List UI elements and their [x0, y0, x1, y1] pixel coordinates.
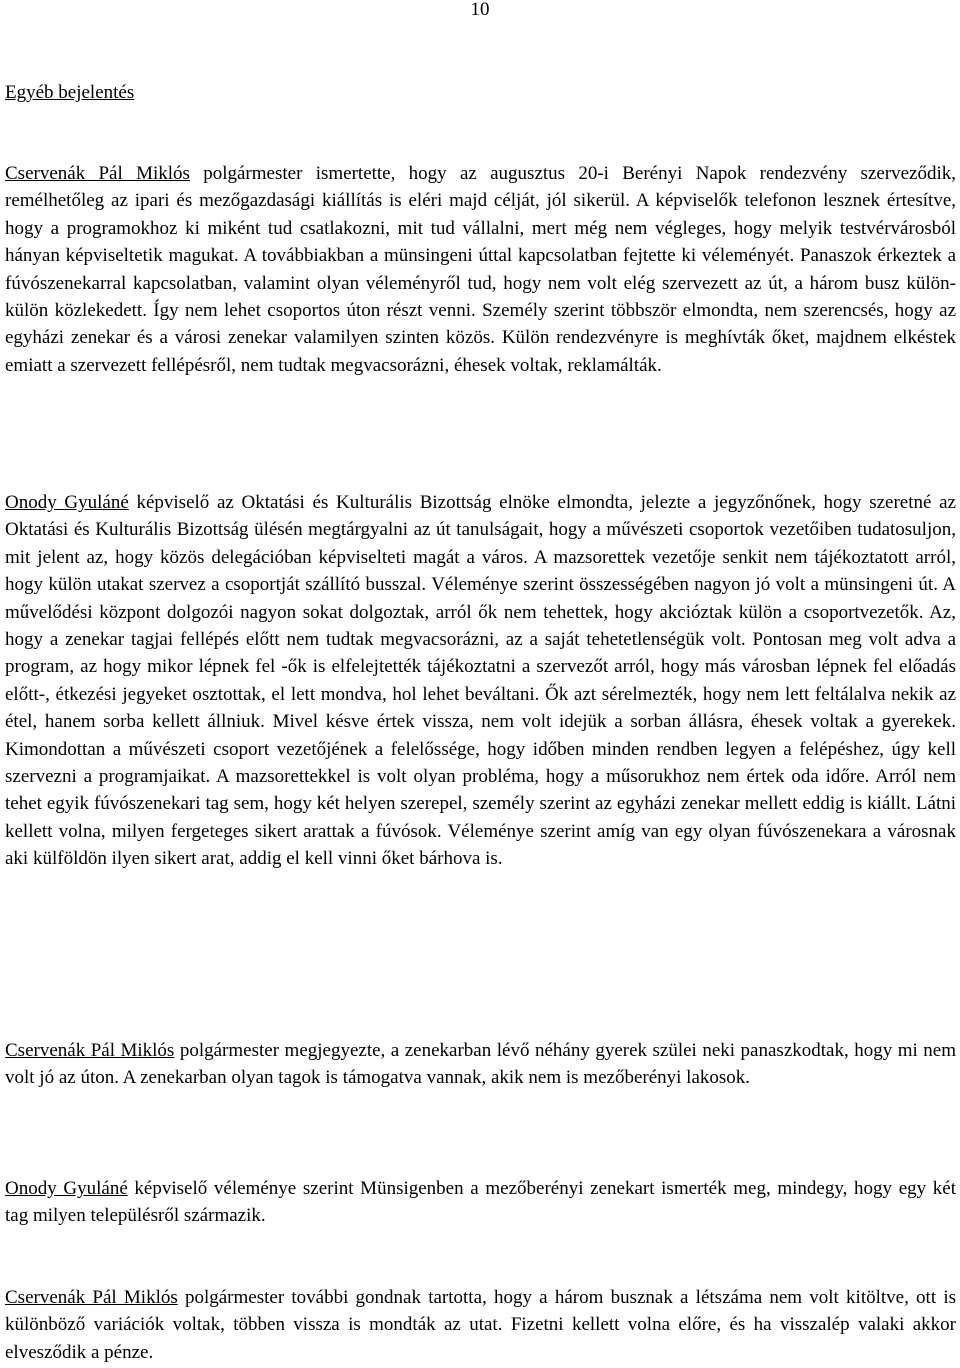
paragraph-text: polgármester további gondnak tartotta, hogy a három busznak a létszáma nem volt kitöltve, ott is különböző variációk voltak, többen vissza is mondták az utat. Fizetni kellett volna előre, és ha visszalép valaki akkor elvesződik a pénze.: [5, 1287, 957, 1363]
paragraph: [5, 160, 956, 379]
paragraph: [5, 489, 956, 873]
paragraph: [5, 1037, 956, 1092]
section-title: Egyéb bejelentés: [5, 82, 135, 103]
paragraph-text: képviselő az Oktatási és Kulturális Bizottság elnöke elmondta, jelezte a jegyzőnőnek, hogy szeretné az Oktatási és Kulturális Bizottság ülésén megtárgyalni az út tanulságait, hogy a művészeti csoportok vezetőiben tudatosuljon, mit jelent az, hogy közös delegációban képviselteti magát a város. A mazsorettek vezetője senkit nem tájékoztatott arról, hogy külön utakat szervez a csoportját szállító busszal. Véleménye szerint összességében nagyon jó volt a münsingeni út. A művelődési központ dolgozói nagyon sokat dolgoztak, arról ők nem tehettek, hogy akcióztak külön a csoportvezetők. Az, hogy a zenekar tagjai fellépés előtt nem tudtak megvacsorázni, az a saját tehetetlenségük volt. Pontosan meg volt adva a program, az hogy mikor lépnek fel -ők is elfelejtették tájékoztatni a szervezőt arról, hogy más városban lépnek fel előadás előtt-, étkezési jegyeket osztottak, el lett mondva, hol lehet beváltani. Ők azt sérelmezték, hogy nem lett feltálalva nekik az étel, hanem sorba kellett állniuk. Mivel késve értek vissza, nem volt idejük a sorban állásra, éhesek voltak a gyerekek. Kimondottan a művészeti csoport vezetőjének a felelőssége, hogy időben minden rendben legyen a felépéshez, úgy kell szervezni a programjaikat. A mazsorettekkel is volt olyan probléma, hogy a műsorukhoz nem értek oda időre. Arról nem tehet egyik fúvószenekari tag sem, hogy két helyen szerepel, személy szerint az egyházi zenekar mellett eddig is kiállt. Látni kellett volna, milyen fergeteges sikert arattak a fúvósok. Véleménye szerint amíg van egy olyan fúvószenekara a városnak aki külföldön ilyen sikert arat, addig el kell vinni őket bárhova is.: [5, 492, 956, 870]
speaker-name: Cservenák Pál Miklós: [5, 1287, 178, 1308]
paragraph-text: polgármester ismertette, hogy az augusztus 20-i Berényi Napok rendezvény szerveződik, remélhetőleg az ipari és mezőgazdasági kiállítás is eléri majd célját, jól sikerül. A képviselők telefonon lesznek értesítve, hogy a programokhoz ki miként tud csatlakozni, mit tud vállalni, mert még nem végleges, hogy melyik testvérvárosból hányan képviseltetik magukat. A továbbiakban a münsingeni úttal kapcsolatban fejtette ki véleményét. Panaszok érkeztek a fúvószenekarral kapcsolatban, valamint olyan véleményről tud, hogy nem volt elég szervezett az út, a három busz külön-külön közlekedett. Így nem lehet csoportos úton részt venni. Személy szerint többször elmondta, nem szerencsés, hogy az egyházi zenekar és a városi zenekar valamilyen szinten közös. Külön rendezvényre is meghívták őket, majdnem elkéstek emiatt a szervezett fellépésről, nem tudtak megvacsorázni, éhesek voltak, reklamálták.: [5, 163, 956, 376]
speaker-name: Onody Gyuláné: [5, 1178, 128, 1199]
paragraph: [5, 1284, 956, 1366]
speaker-name: Onody Gyuláné: [5, 492, 129, 513]
paragraph-text: képviselő véleménye szerint Münsigenben a mezőberényi zenekart ismerték meg, mindegy, hogy egy két tag milyen településről származik.: [5, 1178, 956, 1227]
speaker-name: Cservenák Pál Miklós: [5, 163, 190, 184]
speaker-name: Cservenák Pál Miklós: [5, 1040, 175, 1061]
page-number: 10: [470, 0, 490, 20]
paragraph: [5, 1175, 956, 1230]
paragraph-text: polgármester megjegyezte, a zenekarban lévő néhány gyerek szülei neki panaszkodtak, hogy mi nem volt jó az úton. A zenekarban olyan tagok is támogatva vannak, akik nem is mezőberényi lakosok.: [5, 1040, 956, 1089]
